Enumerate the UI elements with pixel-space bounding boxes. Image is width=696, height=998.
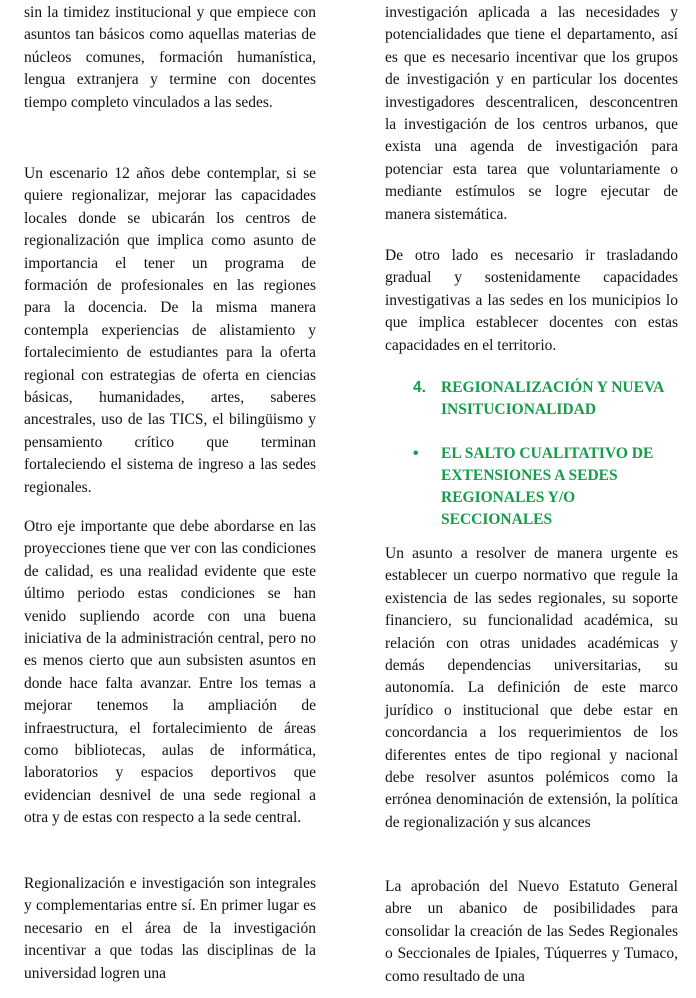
right-paragraph-1: investigación aplicada a las necesidades y potencialidades que tiene el departamento, así es que es necesario incentivar que los grupos de investigación y en particular los docentes investigadores descentralicen, desconcentren la investigación de los centros urbanos, que exista una agenda de investigación para potenciar esta tarea que voluntariamente o mediante estímulos se logre ejecutar de manera sistemática. [385, 4, 678, 223]
left-paragraph-4: Regionalización e investigación son integrales y complementarias entre sí. En primer lugar es necesario en el área de la investigación incentivar a que todas las disciplinas de la universidad logren una [24, 875, 316, 982]
left-paragraph-2: Un escenario 12 años debe contemplar, si se quiere regionalizar, mejorar las capacidades locales donde se ubicarán los centros de regionalización que implica como asunto de importancia el tener un programa de formación de profesionales en las regiones para la docencia. De la misma manera contempla experiencias de alistamiento y fortalecimiento de estudiantes para la oferta regional con estrategias de oferta en ciencias básicas, humanidades, artes, saberes ancestrales, uso de las TICS, el bilingüismo y pensamiento crítico que terminan fortaleciendo el sistema de ingreso a las sedes regionales. [24, 165, 316, 496]
heading-text: REGIONALIZACIÓN Y NUEVA INSITUCIONALIDAD [441, 379, 664, 418]
subsection-heading-bullet [385, 443, 681, 531]
left-paragraph-3: Otro eje importante que debe abordarse en las proyecciones tiene que ver con las condiciones de calidad, es una realidad evidente que este último periodo estas condiciones se han venido supliendo acorde con una buena iniciativa de la administración central, pero no es menos cierto que aun subsisten asuntos en donde hace falta avanzar. Entre los temas a mejorar tenemos la ampliación de infraestructura, el fortalecimiento de áreas como bibliotecas, aulas de informática, laboratorios y espacios deportivos que evidencian desnivel de una sede regional a otra y de estas con respecto a la sede central. [24, 518, 316, 827]
left-paragraph-1: sin la timidez institucional y que empiece con asuntos tan básicos como aquellas materias de núcleos comunes, formación humanística, lengua extranjera y termine con docentes tiempo completo vinculados a las sedes. [24, 4, 316, 111]
heading-number: 4. [413, 379, 426, 396]
section-heading-4 [385, 377, 690, 421]
bullet-marker: • [413, 445, 419, 462]
right-paragraph-3: Un asunto a resolver de manera urgente es establecer un cuerpo normativo que regule la existencia de las sedes regionales, su soporte financiero, su funcionalidad académica, su relación con otras unidades académicas y demás dependencias universitarias, su autonomía. La definición de este marco jurídico o institucional que debe estar en concordancia a los requerimientos de los diferentes entes de tipo regional y nacional debe resolver asuntos polémicos como la errónea denominación de extensión, la política de regionalización y sus alcances [385, 545, 678, 831]
subheading-text: EL SALTO CUALITATIVO DE EXTENSIONES A SEDES REGIONALES Y/O SECCIONALES [441, 445, 654, 528]
right-paragraph-4: La aprobación del Nuevo Estatuto General abre un abanico de posibilidades para consolidar la creación de las Sedes Regionales o Seccionales de Ipiales, Túquerres y Tumaco, como resultado de una [385, 878, 678, 985]
right-paragraph-2: De otro lado es necesario ir trasladando gradual y sostenidamente capacidades investigativas a las sedes en los municipios lo que implica establecer docentes con estas capacidades en el territorio. [385, 247, 678, 354]
